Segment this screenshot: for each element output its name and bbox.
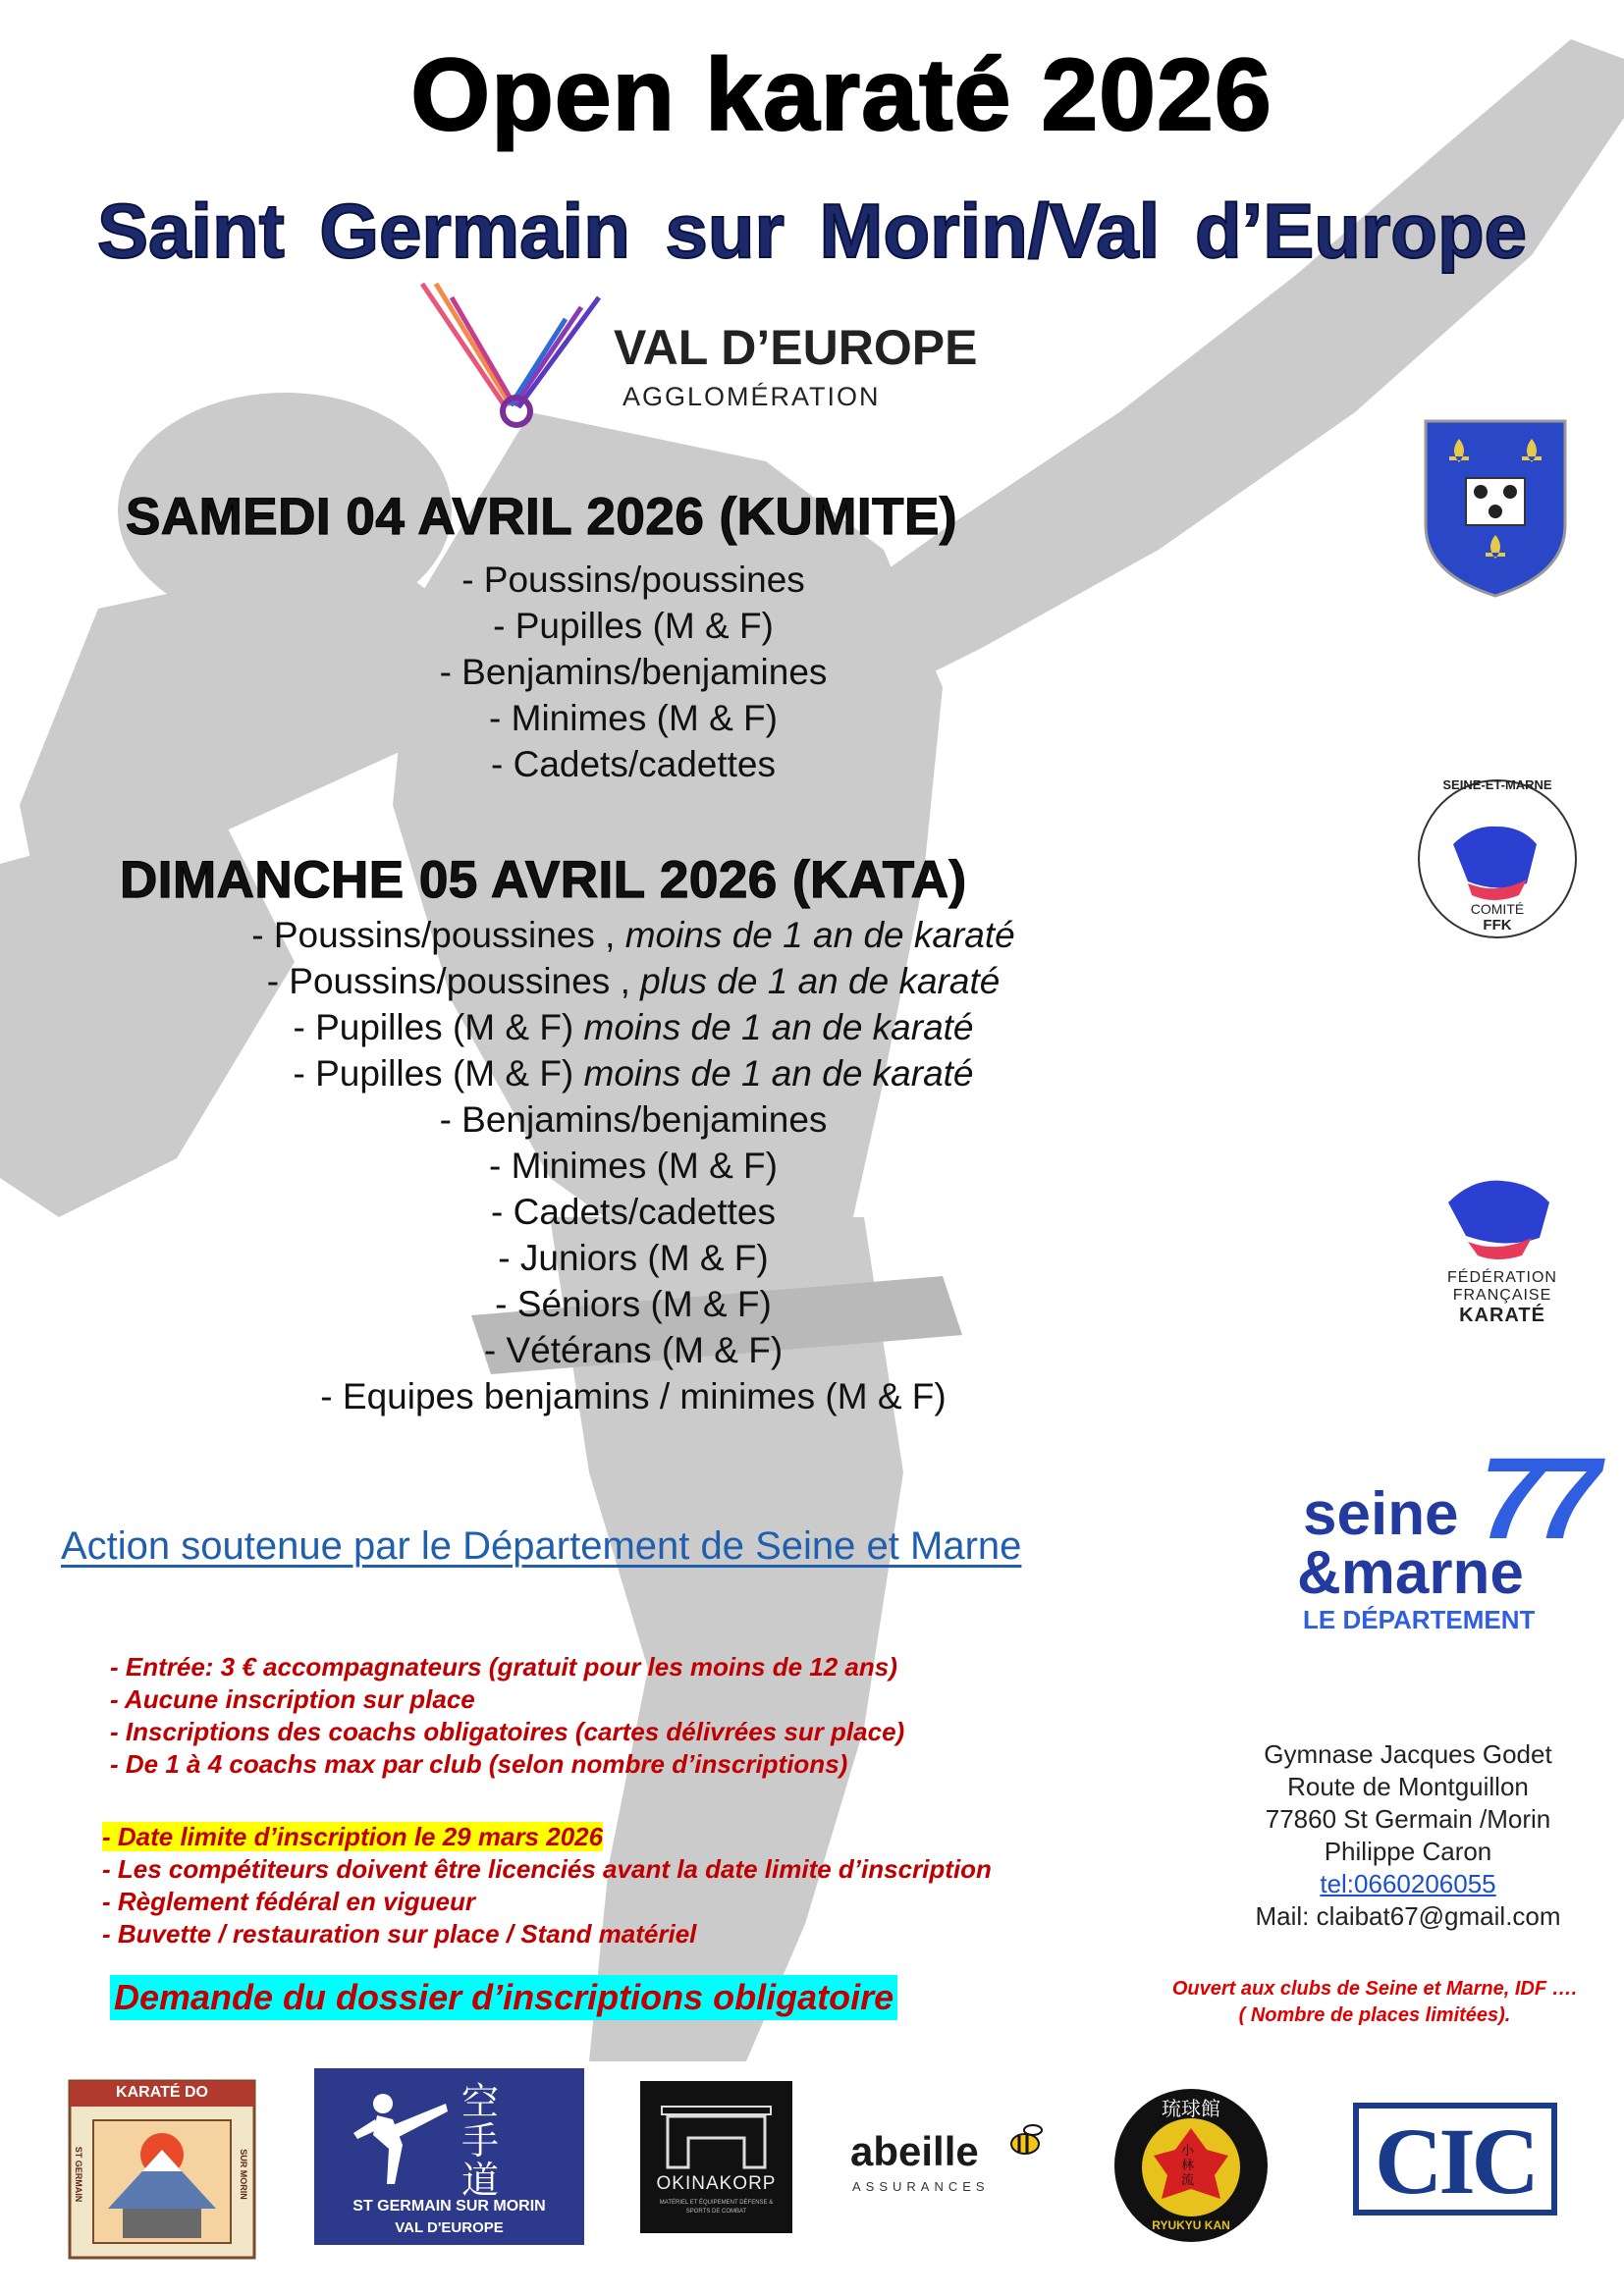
list-item: - Séniors (M & F) bbox=[495, 1284, 772, 1324]
cic-logo bbox=[1353, 2103, 1557, 2216]
committee-top-text: SEINE-ET-MARNE bbox=[1442, 777, 1552, 792]
list-item: - Minimes (M & F) bbox=[489, 1146, 778, 1186]
venue-city: 77860 St Germain /Morin bbox=[1265, 1804, 1551, 1834]
okinakorp-logo bbox=[640, 2081, 792, 2233]
info-line: - Entrée: 3 € accompagnateurs (gratuit pour les moins de 12 ans) bbox=[110, 1652, 897, 1682]
abeille-assurances-logo bbox=[846, 2120, 1053, 2199]
phone-link[interactable]: tel:0660206055 bbox=[1320, 1869, 1496, 1898]
list-item: - Equipes benjamins / minimes (M & F) bbox=[320, 1376, 947, 1416]
sunday-list bbox=[0, 915, 1267, 1422]
st-germain-club-logo bbox=[314, 2068, 584, 2245]
info-block-2 bbox=[102, 1822, 992, 1951]
venue-name: Gymnase Jacques Godet bbox=[1264, 1739, 1552, 1769]
town-coat-of-arms bbox=[1422, 417, 1569, 599]
ffk-line2: FRANÇAISE bbox=[1452, 1287, 1552, 1304]
open-note-line2: ( Nombre de places limitées). bbox=[1238, 2004, 1511, 2026]
info-line: - Règlement fédéral en vigueur bbox=[102, 1887, 475, 1916]
list-item: - Benjamins/benjamines bbox=[439, 1099, 828, 1140]
info-line: - Buvette / restauration sur place / Stand matériel bbox=[102, 1919, 697, 1949]
dossier-notice: Demande du dossier d’inscriptions obligatoire bbox=[110, 1975, 897, 2020]
list-item: - Pupilles (M & F) bbox=[493, 606, 774, 646]
venue-block bbox=[1202, 1739, 1614, 1934]
abeille-sub: ASSURANCES bbox=[852, 2179, 990, 2194]
ryukyu-kanji: 琉球館 bbox=[1162, 2097, 1220, 2120]
info-line: - Inscriptions des coachs obligatoires (cartes délivrées sur place) bbox=[110, 1717, 905, 1746]
open-note-line1: Ouvert aux clubs de Seine et Marne, IDF …. bbox=[1171, 1978, 1578, 2000]
karate-do-logo bbox=[64, 2071, 260, 2263]
val-europe-name: VAL D’EUROPE bbox=[614, 320, 978, 375]
list-item: - Benjamins/benjamines bbox=[439, 652, 828, 692]
val-europe-v-icon bbox=[412, 280, 609, 437]
list-item: - Minimes (M & F) bbox=[489, 698, 778, 738]
open-note bbox=[1139, 1978, 1610, 2031]
karate-do-left-text: ST GERMAIN bbox=[74, 2146, 83, 2203]
abeille-name: abeille bbox=[850, 2128, 979, 2174]
list-item: - Juniors (M & F) bbox=[498, 1238, 769, 1278]
page-subtitle: Saint Germain sur Morin/Val d’Europe bbox=[97, 187, 1527, 274]
info-line: - Les compétiteurs doivent être licenciés avant la date limite d’inscription bbox=[102, 1854, 992, 1884]
seine-et-marne-department-logo bbox=[1262, 1428, 1596, 1664]
ryukyu-kan-logo bbox=[1112, 2087, 1270, 2244]
venue-tel bbox=[1202, 1869, 1614, 1901]
venue-mail: Mail: claibat67@gmail.com bbox=[1255, 1901, 1561, 1931]
ffk-logo bbox=[1429, 1173, 1576, 1330]
saturday-heading: SAMEDI 04 AVRIL 2026 (KUMITE) bbox=[126, 488, 957, 546]
departement-word: LE DÉPARTEMENT bbox=[1303, 1605, 1536, 1634]
okinakorp-sub: MATÉRIEL ET ÉQUIPEMENT DÉFENSE & SPORTS DE COMBAT bbox=[659, 2200, 774, 2215]
seventy-seven-mark: 77 bbox=[1480, 1434, 1594, 1564]
page-title: Open karaté 2026 bbox=[410, 38, 1272, 152]
list-item: - Pupilles (M & F) moins de 1 an de karaté bbox=[293, 1053, 974, 1094]
sunday-heading: DIMANCHE 05 AVRIL 2026 (KATA) bbox=[120, 851, 967, 909]
okinakorp-name: OKINAKORP bbox=[656, 2173, 777, 2194]
club-kanji: 空手道 bbox=[461, 2080, 500, 2202]
karate-do-right-text: SUR MORIN bbox=[239, 2149, 248, 2200]
deadline-highlight: - Date limite d’inscription le 29 mars 2026 bbox=[102, 1822, 604, 1851]
saturday-list bbox=[0, 560, 1267, 790]
list-item: - Cadets/cadettes bbox=[491, 744, 776, 784]
val-europe-sub: AGGLOMÉRATION bbox=[623, 382, 881, 411]
ryukyu-side: 小林流 bbox=[1181, 2144, 1195, 2188]
marne-word: &marne bbox=[1297, 1539, 1524, 1607]
coat-of-arms-shield-icon bbox=[1422, 417, 1569, 599]
info-line: - Aucune inscription sur place bbox=[110, 1684, 475, 1714]
committee-ffk-text: FFK bbox=[1483, 917, 1512, 934]
list-item: - Pupilles (M & F) moins de 1 an de karaté bbox=[293, 1007, 974, 1047]
cic-name: CIC bbox=[1374, 2109, 1536, 2214]
okinakorp-gate-icon bbox=[640, 2093, 792, 2171]
ffk-line3: KARATÉ bbox=[1459, 1305, 1545, 1326]
karate-do-top-text: KARATÉ DO bbox=[116, 2084, 208, 2101]
list-item: - Poussins/poussines , plus de 1 an de karaté bbox=[266, 961, 1001, 1001]
list-item: - Poussins/poussines , moins de 1 an de karaté bbox=[251, 915, 1015, 955]
committee-bottom-text: COMITÉ bbox=[1470, 901, 1525, 917]
venue-street: Route de Montguillon bbox=[1287, 1772, 1529, 1801]
list-item: - Cadets/cadettes bbox=[491, 1192, 776, 1232]
ffk-fist-icon bbox=[1429, 1173, 1576, 1261]
list-item: - Vétérans (M & F) bbox=[483, 1330, 784, 1370]
venue-contact: Philippe Caron bbox=[1324, 1837, 1492, 1866]
val-europe-logo bbox=[412, 280, 1041, 437]
info-block-1 bbox=[110, 1652, 904, 1782]
seine-word: seine bbox=[1303, 1480, 1459, 1548]
list-item: - Poussins/poussines bbox=[461, 560, 805, 600]
club-line2: VAL D'EUROPE bbox=[395, 2219, 504, 2236]
ryukyu-bottom: RYUKYU KAN bbox=[1152, 2218, 1230, 2232]
info-line: - De 1 à 4 coachs max par club (selon nombre d’inscriptions) bbox=[110, 1749, 848, 1779]
club-line1: ST GERMAIN SUR MORIN bbox=[352, 2198, 546, 2215]
info-line bbox=[102, 1822, 992, 1854]
seine-marne-committee-logo bbox=[1414, 775, 1581, 942]
karateka-kick-icon bbox=[344, 2086, 452, 2194]
ffk-line1: FÉDÉRATION bbox=[1447, 1269, 1557, 1286]
support-line: Action soutenue par le Département de Seine et Marne bbox=[61, 1524, 1022, 1568]
bee-icon bbox=[1003, 2124, 1047, 2158]
